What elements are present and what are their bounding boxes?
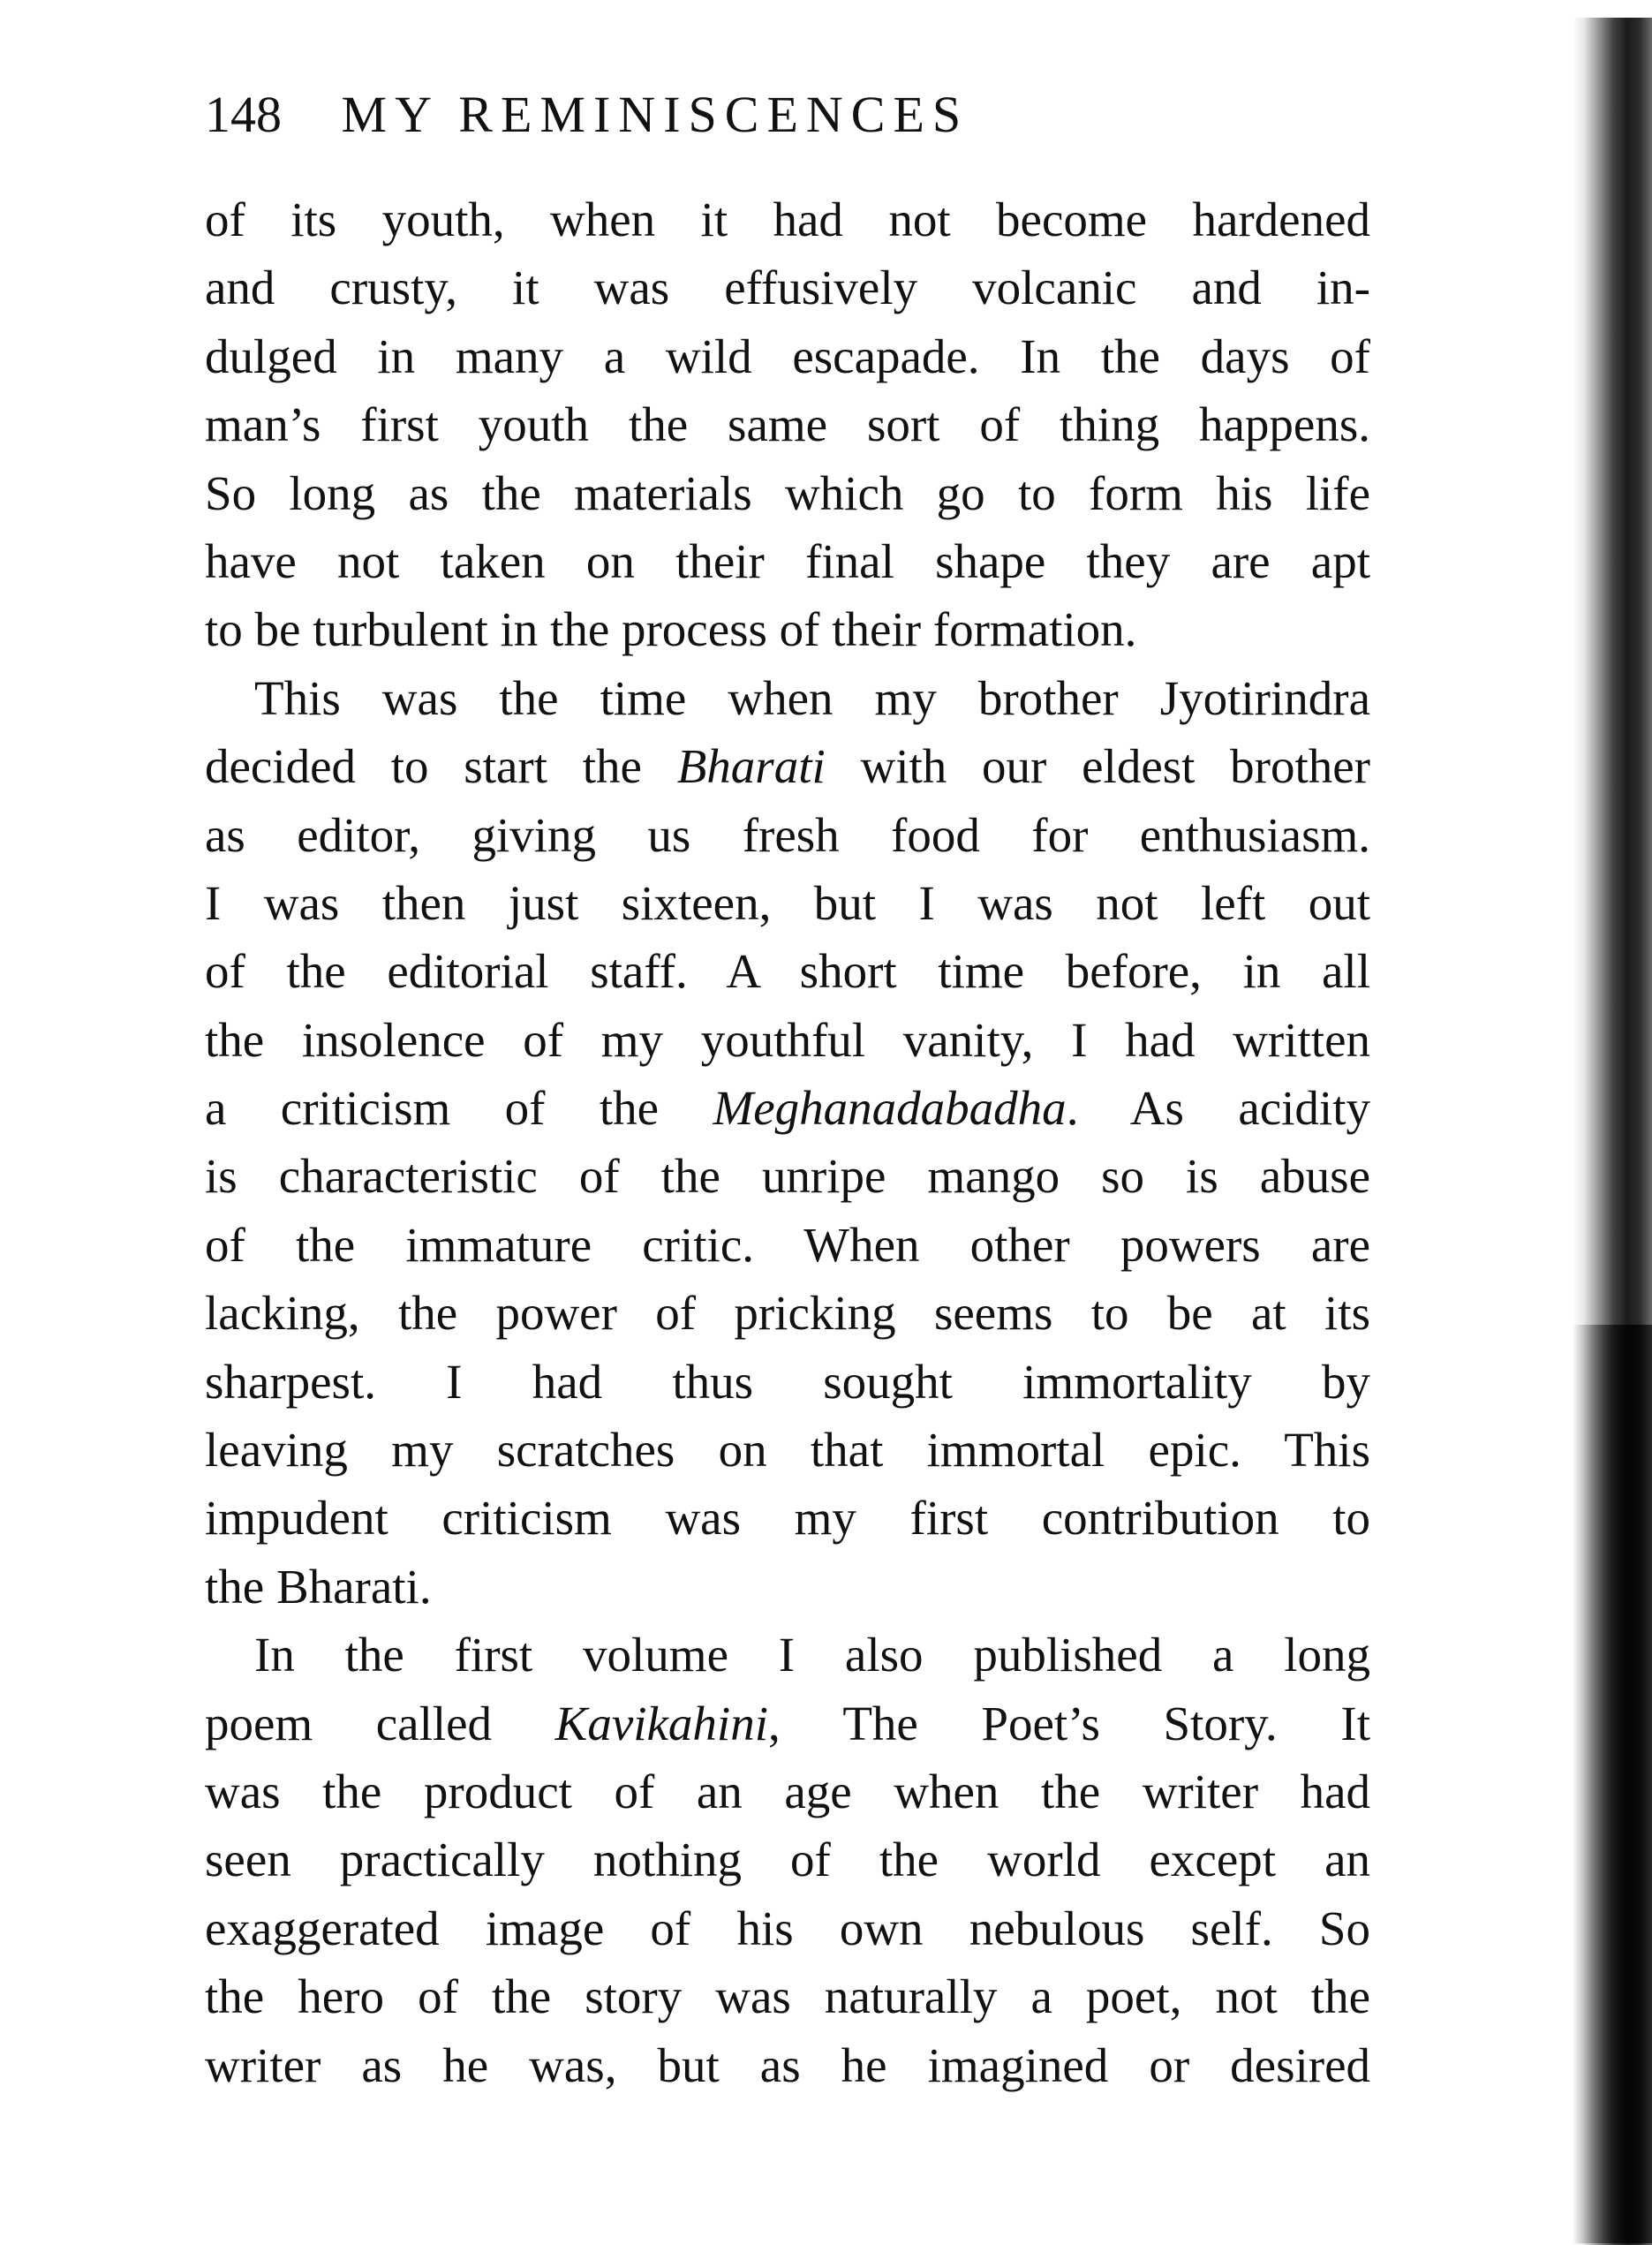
text-line: and crusty, it was effusively volcanic and in- — [205, 261, 1370, 315]
text-line: of the immature critic. When other powers are — [205, 1217, 1370, 1272]
text-line: is characteristic of the unripe mango so is abuse — [205, 1149, 1370, 1204]
text-line: exaggerated image of his own nebulous self. So — [205, 1901, 1370, 1955]
text-line: the insolence of my youthful vanity, I had written — [205, 1012, 1370, 1067]
text-line: was the product of an age when the writer had — [205, 1764, 1370, 1818]
text-line — [205, 732, 1370, 800]
text-line-segment: with our eldest brother — [825, 739, 1370, 794]
text-line: the hero of the story was naturally a poet, not the — [205, 1969, 1370, 2024]
italic-title: Kavikahini — [554, 1696, 768, 1750]
italic-title: Meghanadabadha — [713, 1081, 1067, 1136]
page-number: 148 — [205, 86, 282, 143]
text-line: to be turbulent in the process of their formation. — [205, 602, 1137, 657]
text-line-segment: , The Poet’s Story. It — [768, 1696, 1370, 1750]
italic-title: Bharati — [676, 739, 826, 794]
text-line: In the first volume I also published a long — [254, 1628, 1370, 1682]
text-line: of its youth, when it had not become hardened — [205, 193, 1370, 246]
text-line: lacking, the power of pricking seems to be at its — [205, 1286, 1370, 1341]
text-line: have not taken on their final shape they are apt — [205, 533, 1370, 588]
running-title: MY REMINISCENCES — [341, 86, 969, 143]
body-text — [205, 185, 1370, 2099]
text-line: of the editorial staff. A short time before, in all — [205, 944, 1370, 999]
text-line: man’s first youth the same sort of thing happens. — [205, 397, 1370, 452]
text-line: This was the time when my brother Jyotirindra — [254, 670, 1370, 725]
page-header — [205, 84, 1370, 146]
text-line: leaving my scratches on that immortal epic. This — [205, 1423, 1370, 1478]
text-line: seen practically nothing of the world except an — [205, 1833, 1370, 1887]
text-line: I was then just sixteen, but I was not left out — [205, 875, 1370, 930]
text-line: writer as he was, but as he imagined or desired — [205, 2037, 1370, 2092]
text-line-segment: decided to start the — [205, 739, 677, 794]
text-line: So long as the materials which go to form his life — [205, 465, 1370, 520]
text-line: impudent criticism was my first contribution to — [205, 1491, 1370, 1546]
book-gutter-shadow — [1573, 1325, 1652, 2243]
text-line — [205, 1689, 1370, 1757]
text-line-segment: poem called — [205, 1696, 555, 1750]
text-line: the Bharati. — [205, 1559, 432, 1614]
text-line-segment: . As acidity — [1066, 1081, 1370, 1136]
text-line: as editor, giving us fresh food for enthusiasm. — [205, 807, 1370, 862]
text-line — [205, 1074, 1370, 1142]
text-line: dulged in many a wild escapade. In the days of — [205, 329, 1370, 383]
text-line: sharpest. I had thus sought immortality by — [205, 1354, 1370, 1409]
text-line-segment: a criticism of the — [205, 1081, 713, 1136]
